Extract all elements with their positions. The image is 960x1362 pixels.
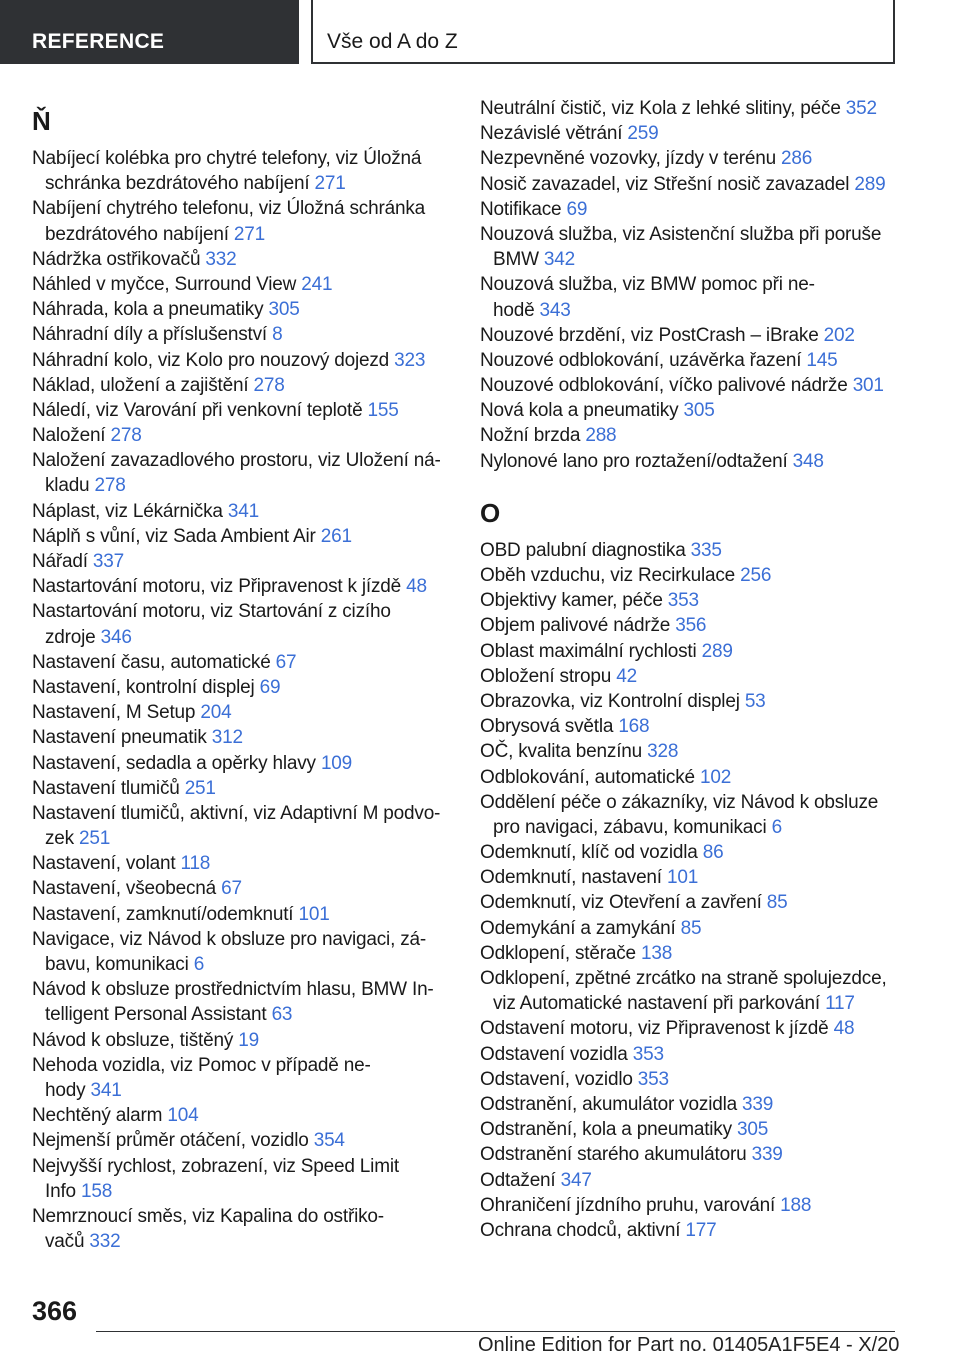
index-entry-text: Náhradní díly a příslušenství xyxy=(32,324,273,346)
page-reference-link[interactable]: 289 xyxy=(701,640,733,662)
index-entry-text: Návod k obsluze, tištěný xyxy=(32,1029,239,1051)
index-entry xyxy=(480,1193,900,1218)
index-column-right xyxy=(480,96,900,1243)
index-entry-text: kladu xyxy=(45,475,95,497)
page-reference-link[interactable]: 67 xyxy=(275,651,297,673)
index-entry-continuation xyxy=(480,991,900,1016)
index-entry xyxy=(32,927,452,952)
index-entry-text: Náhled v myčce, Surround View xyxy=(32,273,302,295)
index-letter-heading: O xyxy=(480,497,501,528)
index-entry-text: Nouzové odblokování, víčko palivové nádrže xyxy=(480,375,853,397)
page-reference-link[interactable]: 8 xyxy=(272,324,283,346)
page-reference-link[interactable]: 289 xyxy=(854,173,886,195)
index-entry-continuation xyxy=(32,473,452,498)
index-entry xyxy=(480,689,900,714)
page-reference-link[interactable]: 69 xyxy=(259,676,281,698)
index-entry-text: bezdrátového nabíjení xyxy=(45,223,234,245)
page-reference-link[interactable]: 288 xyxy=(585,425,617,447)
footer-divider xyxy=(96,1331,895,1332)
index-entry-text: Oddělení péče o zákazníky, viz Návod k obsluze xyxy=(480,791,879,813)
index-entry xyxy=(32,1053,452,1078)
index-entry-text: Odstavení, vozidlo xyxy=(480,1068,638,1090)
index-entry xyxy=(480,1042,900,1067)
index-entry-text: Odemknutí, viz Otevření a zavření xyxy=(480,892,767,914)
index-entry-text: Náplast, viz Lékárnička xyxy=(32,500,228,522)
index-entry-continuation xyxy=(32,1229,452,1254)
page-reference-link[interactable]: 335 xyxy=(690,539,722,561)
index-entry-continuation xyxy=(32,222,452,247)
index-entry-continuation xyxy=(480,298,900,323)
page-reference-link[interactable]: 6 xyxy=(771,816,782,838)
index-entry-continuation xyxy=(32,1002,452,1027)
page-reference-link[interactable]: 346 xyxy=(100,626,132,648)
index-entry xyxy=(32,448,452,473)
index-entry xyxy=(480,916,900,941)
page-reference-link[interactable]: 301 xyxy=(852,375,884,397)
page-reference-link[interactable]: 102 xyxy=(699,766,732,788)
index-entry xyxy=(480,1218,900,1243)
page-reference-link[interactable]: 356 xyxy=(675,615,707,637)
index-entry xyxy=(32,574,452,599)
index-entry-text: hodě xyxy=(493,299,540,321)
index-entry xyxy=(480,121,900,146)
index-entry-text: Náhrada, kola a pneumatiky xyxy=(32,299,269,321)
index-entry-text: schránka bezdrátového nabíjení xyxy=(45,173,315,195)
index-entry xyxy=(480,890,900,915)
index-entry-text: Nastavení, volant xyxy=(32,853,181,875)
index-entry-text: Odemknutí, nastavení xyxy=(480,867,667,889)
page-reference-link[interactable]: 337 xyxy=(92,551,125,572)
index-entry-text: Naložení xyxy=(32,425,111,447)
page-reference-link[interactable]: 305 xyxy=(683,400,715,422)
page-reference-link[interactable]: 353 xyxy=(637,1068,669,1090)
index-entry-text: Notifikace xyxy=(480,198,567,220)
index-entry-text: Odemknutí, klíč od vozidla xyxy=(480,842,703,864)
page-reference-link[interactable]: 109 xyxy=(320,752,353,774)
index-entry xyxy=(480,1016,900,1041)
page-reference-link[interactable]: 138 xyxy=(640,942,673,964)
index-entry-text: Nezpevněné vozovky, jízdy v terénu xyxy=(480,148,782,170)
index-entry-text: Nouzová služba, viz Asistenční služba při poruše xyxy=(480,223,882,245)
index-entry xyxy=(480,1067,900,1092)
index-entry xyxy=(480,222,900,247)
index-entry xyxy=(32,751,452,776)
page-reference-link[interactable]: 353 xyxy=(667,590,699,612)
index-entry xyxy=(32,423,452,448)
index-entry-text: Náhradní kolo, viz Kolo pro nouzový dojezd xyxy=(32,349,395,371)
page-reference-link[interactable]: 118 xyxy=(180,853,211,875)
index-entry-continuation xyxy=(32,826,452,851)
index-entry-text: Nastavení, M Setup xyxy=(32,702,201,724)
index-entry-text: BMW xyxy=(493,249,544,271)
index-entry xyxy=(480,348,900,373)
index-entry-text: Náledí, viz Varování při venkovní teplotě xyxy=(32,399,368,421)
index-entry-text: Oběh vzduchu, viz Recirkulace xyxy=(480,565,741,586)
index-entry xyxy=(480,765,900,790)
index-entry-text: zek xyxy=(45,828,80,850)
index-entry-text: Odklopení, zpětné zrcátko na straně spolujezdce, xyxy=(480,968,887,989)
index-entry-continuation xyxy=(32,1078,452,1103)
index-entry-text: Nezávislé větrání xyxy=(480,123,628,145)
index-entry xyxy=(32,322,452,347)
index-entry xyxy=(480,966,900,991)
index-entry-text: Nemrznoucí směs, viz Kapalina do ostřiko- xyxy=(32,1205,384,1227)
index-entry-continuation xyxy=(32,1179,452,1204)
page-reference-link[interactable]: 204 xyxy=(200,702,232,724)
index-entry-continuation xyxy=(32,952,452,977)
index-entry xyxy=(32,1128,452,1153)
index-entry-text: OBD palubní diagnostika xyxy=(480,539,691,561)
index-entry-text: zdroje xyxy=(45,626,101,648)
page-reference-link[interactable]: 101 xyxy=(666,867,699,889)
index-entry xyxy=(32,146,452,171)
index-entry-text: Nejvyšší rychlost, zobrazení, viz Speed Limit xyxy=(32,1155,399,1177)
index-entry xyxy=(32,272,452,297)
index-entry-text: Oblast maximální rychlosti xyxy=(480,640,702,662)
page-reference-link[interactable]: 278 xyxy=(253,374,285,396)
index-entry xyxy=(32,801,452,826)
page-reference-link[interactable]: 339 xyxy=(742,1093,774,1115)
footer-edition-text: Online Edition for Part no. 01405A1F5E4 - X/20 xyxy=(478,1334,900,1356)
index-entry-continuation xyxy=(32,625,452,650)
index-entry-text: Odstranění starého akumulátoru xyxy=(480,1144,752,1166)
index-entry-text: Odtažení xyxy=(480,1169,561,1191)
index-entry xyxy=(480,96,900,121)
index-column-left xyxy=(32,96,452,1254)
page-reference-link[interactable]: 339 xyxy=(751,1144,783,1166)
index-entry-continuation xyxy=(480,815,900,840)
page-reference-link[interactable]: 312 xyxy=(211,727,243,749)
page-reference-link[interactable]: 323 xyxy=(394,349,426,371)
index-entry-text: Návod k obsluze prostřednictvím hlasu, BMW In- xyxy=(32,979,434,1001)
index-entry xyxy=(480,538,900,563)
page-reference-link[interactable]: 259 xyxy=(627,123,659,145)
index-entry-text: Nastavení, všeobecná xyxy=(32,878,222,900)
index-entry xyxy=(480,272,900,297)
index-entry-text: Ohraničení jízdního pruhu, varování xyxy=(480,1194,781,1216)
index-entry-text: Nouzová služba, viz BMW pomoc při ne- xyxy=(480,274,815,296)
page-reference-link[interactable]: 332 xyxy=(89,1231,121,1253)
index-entry-text: Odblokování, automatické xyxy=(480,766,700,788)
index-entry-text: Objem palivové nádrže xyxy=(480,615,676,637)
index-entry xyxy=(32,876,452,901)
index-entry-text: Nehoda vozidla, viz Pomoc v případě ne- xyxy=(32,1054,371,1076)
index-entry xyxy=(32,1103,452,1128)
page-reference-link[interactable]: 117 xyxy=(825,993,855,1015)
index-entry xyxy=(480,1142,900,1167)
page-reference-link[interactable]: 271 xyxy=(314,173,346,195)
page-reference-link[interactable]: 188 xyxy=(780,1194,812,1216)
index-entry-text: Odstavení vozidla xyxy=(480,1043,633,1065)
index-entry-text: Nářadí xyxy=(32,551,93,572)
page-reference-link[interactable]: 278 xyxy=(110,425,142,447)
index-letter-heading: Ň xyxy=(32,106,51,136)
index-entry xyxy=(480,563,900,588)
page-reference-link[interactable]: 352 xyxy=(845,98,877,119)
index-entry-text: Nabíjení chytrého telefonu, viz Úložná schránka xyxy=(32,198,425,220)
index-entry xyxy=(32,373,452,398)
index-entry xyxy=(480,588,900,613)
index-entry xyxy=(32,725,452,750)
index-entry xyxy=(480,1168,900,1193)
page-reference-link[interactable]: 158 xyxy=(80,1180,113,1202)
page-reference-link[interactable]: 261 xyxy=(320,525,352,547)
index-entry-text: Odstavení motoru, viz Připravenost k jízdě xyxy=(480,1018,834,1040)
index-entry xyxy=(480,941,900,966)
index-entry-text: Nastavení pneumatik xyxy=(32,727,212,749)
index-entry-text: Nouzové brzdění, viz PostCrash – iBrake xyxy=(480,324,824,346)
index-entry-text: Nastavení tlumičů xyxy=(32,777,185,799)
index-entry-text: Nastavení, zamknutí/odemknutí xyxy=(32,903,299,925)
page-reference-link[interactable]: 6 xyxy=(193,954,205,975)
index-entries-left xyxy=(32,146,452,1254)
page-reference-link[interactable]: 251 xyxy=(79,828,111,850)
page-reference-link[interactable]: 86 xyxy=(702,842,724,864)
index-entry-text: Nastartování motoru, viz Připravenost k jízdě xyxy=(32,576,407,598)
index-entry xyxy=(32,675,452,700)
index-entry-text: Naložení zavazadlového prostoru, viz Uložení ná- xyxy=(32,450,441,472)
page-reference-link[interactable]: 241 xyxy=(301,273,333,295)
page-reference-link[interactable]: 305 xyxy=(736,1119,769,1141)
index-entry-text: OČ, kvalita benzínu xyxy=(480,741,648,763)
index-entry xyxy=(480,613,900,638)
page-reference-link[interactable]: 177 xyxy=(685,1219,717,1241)
index-entry-text: Obrazovka, viz Kontrolní displej xyxy=(480,690,745,712)
section-title-box xyxy=(311,0,895,64)
index-entry xyxy=(480,146,900,171)
index-entry-text: Obrysová světla xyxy=(480,716,619,738)
index-entry xyxy=(480,373,900,398)
page-reference-link[interactable]: 53 xyxy=(744,690,766,712)
index-entry-text: Nejmenší průměr otáčení, vozidlo xyxy=(32,1130,314,1152)
index-entry xyxy=(32,1154,452,1179)
section-title: Vše od A do Z xyxy=(327,30,458,53)
index-entry-text: telligent Personal Assistant xyxy=(45,1004,272,1026)
index-entry xyxy=(32,348,452,373)
index-entry-text: Nabíjecí kolébka pro chytré telefony, viz Úložná xyxy=(32,148,422,169)
index-entry xyxy=(480,1117,900,1142)
index-entry xyxy=(480,739,900,764)
index-entry-text: pro navigaci, zábavu, komunikaci xyxy=(493,816,772,838)
page-reference-link[interactable]: 168 xyxy=(618,716,650,738)
page-reference-link[interactable]: 101 xyxy=(298,903,330,925)
page-reference-link[interactable]: 271 xyxy=(233,223,266,245)
index-entry-text: Nová kola a pneumatiky xyxy=(480,400,684,422)
index-entry-text: Nylonové lano pro roztažení/odtažení xyxy=(480,450,793,472)
page-reference-link[interactable]: 42 xyxy=(616,665,637,687)
index-entry-text: Info xyxy=(45,1180,81,1202)
index-entry xyxy=(32,902,452,927)
index-entry xyxy=(480,449,900,474)
page-reference-link[interactable]: 341 xyxy=(227,500,259,522)
index-entry xyxy=(32,398,452,423)
index-entry xyxy=(32,196,452,221)
index-entry xyxy=(480,865,900,890)
index-entry xyxy=(480,323,900,348)
index-entry xyxy=(32,776,452,801)
page-reference-link[interactable]: 48 xyxy=(406,576,427,598)
index-entry-text: Neutrální čistič, viz Kola z lehké slitiny, péče xyxy=(480,98,846,119)
index-entry xyxy=(480,172,900,197)
index-entry-text: Odstranění, akumulátor vozidla xyxy=(480,1093,743,1115)
page-reference-link[interactable]: 343 xyxy=(539,299,571,321)
section-tab-reference xyxy=(0,0,299,64)
page-reference-link[interactable]: 305 xyxy=(268,299,300,321)
index-entry-text: viz Automatické nastavení při parkování xyxy=(493,993,826,1015)
page-reference-link[interactable]: 104 xyxy=(167,1105,199,1127)
page-reference-link[interactable]: 67 xyxy=(221,878,242,900)
index-entry-text: vačů xyxy=(45,1231,90,1253)
page-reference-link[interactable]: 202 xyxy=(823,324,855,346)
index-entry-text: bavu, komunikaci xyxy=(45,954,194,975)
page-reference-link[interactable]: 85 xyxy=(766,892,788,914)
index-entry-text: Nastartování motoru, viz Startování z cizího xyxy=(32,601,391,623)
index-entries-right-n xyxy=(480,96,900,474)
page-reference-link[interactable]: 341 xyxy=(90,1079,122,1101)
page-reference-link[interactable]: 348 xyxy=(792,450,824,472)
index-entry xyxy=(480,714,900,739)
page-reference-link[interactable]: 63 xyxy=(271,1004,293,1026)
index-entry xyxy=(480,790,900,815)
index-entry-text: Nastavení, sedadla a opěrky hlavy xyxy=(32,752,321,774)
index-entry xyxy=(32,297,452,322)
page-reference-link[interactable]: 286 xyxy=(781,148,813,170)
index-entry xyxy=(32,700,452,725)
index-entry xyxy=(480,664,900,689)
index-entry-text: Nožní brzda xyxy=(480,425,586,447)
page-reference-link[interactable]: 347 xyxy=(560,1169,592,1191)
index-entry-text: Nechtěný alarm xyxy=(32,1105,168,1127)
index-entry xyxy=(32,851,452,876)
index-entry-text: Odemykání a zamykání xyxy=(480,917,681,939)
index-entry xyxy=(480,197,900,222)
index-entry xyxy=(32,599,452,624)
index-entries-right-o xyxy=(480,538,900,1243)
index-entry-text: Nádržka ostřikovačů xyxy=(32,248,206,270)
index-entry-text: Nouzové odblokování, uzávěrka řazení xyxy=(480,349,807,371)
page-reference-link[interactable]: 332 xyxy=(205,248,237,270)
index-entry xyxy=(32,524,452,549)
page-reference-link[interactable]: 328 xyxy=(647,741,679,763)
index-entry-text: Náklad, uložení a zajištění xyxy=(32,374,254,396)
index-entry-text: hody xyxy=(45,1079,91,1101)
page-reference-link[interactable]: 69 xyxy=(566,198,588,220)
index-entry xyxy=(32,499,452,524)
page-reference-link[interactable]: 85 xyxy=(680,917,702,939)
index-entry-text: Odstranění, kola a pneumatiky xyxy=(480,1119,737,1141)
index-entry xyxy=(480,840,900,865)
index-entry-continuation xyxy=(480,247,900,272)
index-entry-text: Obložení stropu xyxy=(480,665,617,687)
page-reference-link[interactable]: 354 xyxy=(313,1130,345,1152)
index-entry xyxy=(32,549,452,574)
index-entry xyxy=(32,1028,452,1053)
index-entry xyxy=(480,423,900,448)
page-reference-link[interactable]: 48 xyxy=(833,1018,855,1040)
index-entry xyxy=(480,639,900,664)
index-entry xyxy=(32,650,452,675)
index-entry-text: Nastavení, kontrolní displej xyxy=(32,676,260,698)
page-reference-link[interactable]: 342 xyxy=(543,249,576,271)
page-reference-link[interactable]: 256 xyxy=(740,565,772,586)
index-entry-text: Navigace, viz Návod k obsluze pro navigaci, zá- xyxy=(32,928,427,950)
section-label: REFERENCE xyxy=(32,30,165,53)
page-reference-link[interactable]: 278 xyxy=(94,475,126,497)
index-entry xyxy=(32,247,452,272)
index-entry-text: Nosič zavazadel, viz Střešní nosič zavazadel xyxy=(480,173,855,195)
index-entry xyxy=(480,398,900,423)
index-entry-text: Objektivy kamer, péče xyxy=(480,590,668,612)
index-entry-text: Odklopení, stěrače xyxy=(480,942,641,964)
index-entry xyxy=(32,1204,452,1229)
index-entry-text: Ochrana chodců, aktivní xyxy=(480,1219,686,1241)
page-reference-link[interactable]: 155 xyxy=(367,399,399,421)
index-entry xyxy=(32,977,452,1002)
page-reference-link[interactable]: 353 xyxy=(632,1043,664,1065)
index-entry xyxy=(480,1092,900,1117)
index-entry-continuation xyxy=(32,171,452,196)
index-entry-text: Nastavení času, automatické xyxy=(32,651,276,673)
index-entry-text: Náplň s vůní, viz Sada Ambient Air xyxy=(32,525,321,547)
index-entry-text: Nastavení tlumičů, aktivní, viz Adaptivní M podvo- xyxy=(32,802,441,824)
page-reference-link[interactable]: 145 xyxy=(806,349,838,371)
page-number: 366 xyxy=(32,1296,78,1326)
page-reference-link[interactable]: 251 xyxy=(184,777,216,799)
page-reference-link[interactable]: 19 xyxy=(238,1029,259,1051)
